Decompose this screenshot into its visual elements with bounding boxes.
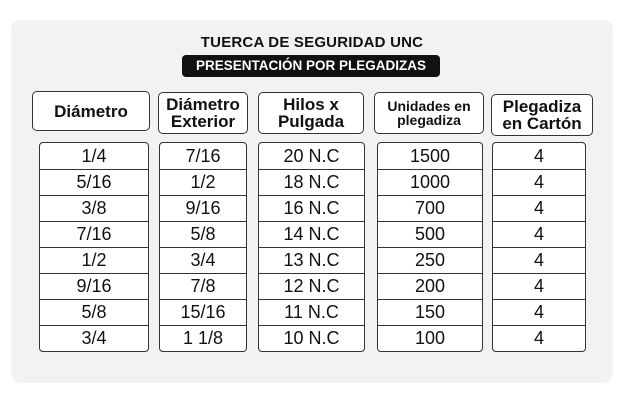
table-cell: 3/4 — [81, 328, 107, 348]
header-diametro-exterior — [158, 92, 248, 134]
table-cell: 14 N.C — [283, 224, 340, 244]
page-subtitle: PRESENTACIÓN POR PLEGADIZAS — [182, 55, 440, 77]
column-diametro-exterior — [159, 142, 247, 352]
column-plegadiza-carton — [492, 142, 586, 352]
table-cell: 4 — [533, 302, 544, 322]
table-cell: 3/4 — [190, 250, 216, 270]
header-line: Unidades en — [387, 98, 471, 114]
header-plegadiza-carton — [491, 94, 593, 136]
header-line: en Cartón — [502, 114, 582, 133]
table-cell: 100 — [414, 328, 446, 348]
column-diametro — [39, 142, 149, 352]
table-cell: 4 — [533, 198, 544, 218]
table-cell: 15/16 — [180, 302, 226, 322]
table-cell: 1/2 — [81, 250, 107, 270]
table-cell: 1/4 — [81, 146, 107, 166]
header-line: plegadiza — [397, 112, 461, 128]
header-line: Diámetro — [166, 95, 240, 114]
table-cell: 5/8 — [190, 224, 216, 244]
table-cell: 16 N.C — [283, 198, 340, 218]
table-cell: 4 — [533, 172, 544, 192]
table-cell: 10 N.C — [283, 328, 340, 348]
table-cell: 7/8 — [190, 276, 216, 296]
table-cell: 200 — [414, 276, 446, 296]
column-hilos-por-pulgada — [258, 142, 365, 352]
table-cell: 1/2 — [190, 172, 216, 192]
table-cell: 250 — [414, 250, 446, 270]
table-cell: 3/8 — [81, 198, 107, 218]
table-cell: 7/16 — [185, 146, 221, 166]
page-title: TUERCA DE SEGURIDAD UNC — [200, 34, 424, 51]
table-cell: 150 — [414, 302, 446, 322]
column-unidades-plegadiza — [377, 142, 483, 352]
table-cell: 11 N.C — [284, 302, 339, 322]
header-line: Diámetro — [54, 101, 128, 121]
header-hilos-por-pulgada — [258, 92, 364, 134]
table-cell: 13 N.C — [283, 250, 340, 270]
header-line: Exterior — [170, 112, 236, 131]
table-cell: 9/16 — [185, 198, 221, 218]
table-cell: 1000 — [409, 172, 451, 192]
table-cell: 1500 — [409, 146, 451, 166]
table-cell: 4 — [533, 328, 544, 348]
header-unidades-plegadiza — [374, 92, 484, 134]
table-cell: 500 — [414, 224, 446, 244]
table-cell: 20 N.C — [283, 146, 340, 166]
header-diametro — [32, 91, 150, 131]
table-cell: 9/16 — [76, 276, 112, 296]
header-line: Pulgada — [277, 112, 345, 131]
table-cell: 4 — [533, 224, 544, 244]
table-cell: 5/8 — [81, 302, 107, 322]
table-cell: 12 N.C — [283, 276, 340, 296]
table-cell: 4 — [533, 146, 544, 166]
table-cell: 4 — [533, 250, 544, 270]
table-cell: 18 N.C — [283, 172, 340, 192]
header-line: Hilos x — [283, 95, 339, 114]
table-cell: 4 — [533, 276, 544, 296]
table-cell: 700 — [414, 198, 446, 218]
table-cell: 5/16 — [76, 172, 112, 192]
header-line: Plegadiza — [502, 97, 582, 116]
table-cell: 1 1/8 — [182, 328, 224, 348]
table-cell: 7/16 — [76, 224, 112, 244]
